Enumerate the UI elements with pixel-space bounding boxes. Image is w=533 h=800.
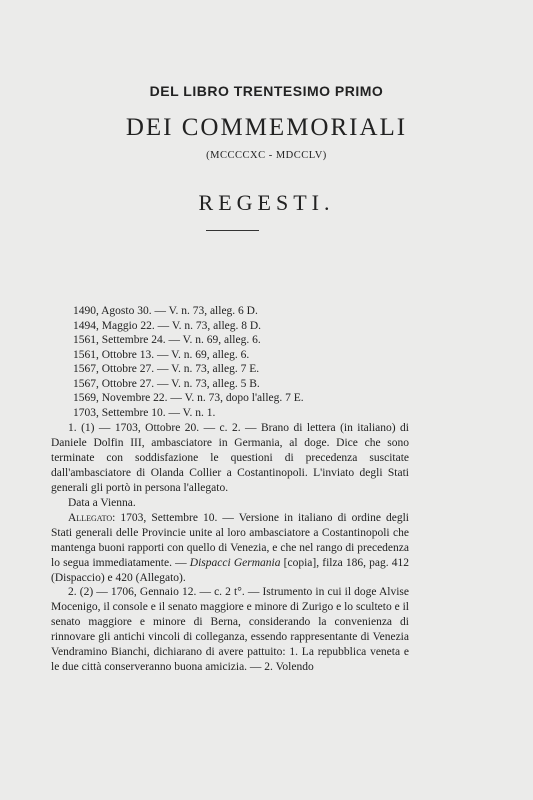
list-item: 1569, Novembre 22. — V. n. 73, dopo l'alleg. 7 E. xyxy=(73,392,304,404)
list-item: 1567, Ottobre 27. — V. n. 73, alleg. 5 B. xyxy=(73,377,260,390)
entry-2 xyxy=(51,585,409,675)
list-item: 1561, Settembre 24. — V. n. 69, alleg. 6. xyxy=(73,334,261,346)
list-item: 1703, Settembre 10. — V. n. 1. xyxy=(73,406,216,419)
list-item: 1567, Ottobre 27. — V. n. 73, alleg. 7 E. xyxy=(73,363,260,375)
allegato-label: Allegato xyxy=(68,512,113,524)
allegato-tail: [copia], filza 186, pag. 412 (Dispaccio) e 420 (Allegato). xyxy=(51,557,410,584)
list-item: 1490, Agosto 30. — V. n. 73, alleg. 6 D. xyxy=(73,305,258,317)
list-item: 1494, Maggio 22. — V. n. 73, alleg. 8 D. xyxy=(73,319,262,332)
book-title-line: DEL LIBRO TRENTESIMO PRIMO xyxy=(149,83,384,99)
entry-1 xyxy=(51,421,409,586)
title-divider xyxy=(206,230,259,231)
entry-1-text: 1. (1) — 1703, Ottobre 20. — c. 2. — Brano di lettera (in italiano) di Daniele Dolfin III, ambasciatore in Germania, al doge. Dice che sono terminate con soddisfazione le questioni di precedenza suscitate dall'ambasciatore di Olanda Collier a Costantinopoli. L'inviato degli Stati generali gli portò in persona l'allegato. xyxy=(51,422,409,494)
section-title: REGESTI. xyxy=(198,190,335,215)
entry-1-place: Data a Vienna. xyxy=(68,497,136,509)
entry-2-text: 2. (2) — 1706, Gennaio 12. — c. 2 t°. — Istrumento in cui il doge Alvise Mocenigo, il console e il senato maggiore e minore di Zurigo e lo sculteto e il senato maggiore e minore di Berna, considerando la convenienza di rinnovare gli antichi vincoli di colleganza, essendo rappresentante di Venezia Vendramino Bianchi, dichiarano di avere pattuito: 1. La repubblica veneta e le due città conserveranno buona amicizia. — 2. Volendo xyxy=(51,586,409,673)
date-range: (MCCCCXC - MDCCLV) xyxy=(206,150,327,161)
main-title: DEI COMMEMORIALI xyxy=(125,114,408,141)
allegato-source: Dispacci Germania xyxy=(189,557,281,569)
cross-reference-list xyxy=(73,304,304,420)
entry-1-allegato xyxy=(51,511,409,586)
allegato-text: : 1703, Settembre 10. — Versione in italiano di ordine degli Stati generali delle Provincie unite al loro ambasciatore a Costantinopoli che mantenga buoni rapporti con quello di Venezia, e che nel rango di precedenza lo segua immediatamente. — xyxy=(51,512,409,569)
list-item: 1561, Ottobre 13. — V. n. 69, alleg. 6. xyxy=(73,348,250,361)
